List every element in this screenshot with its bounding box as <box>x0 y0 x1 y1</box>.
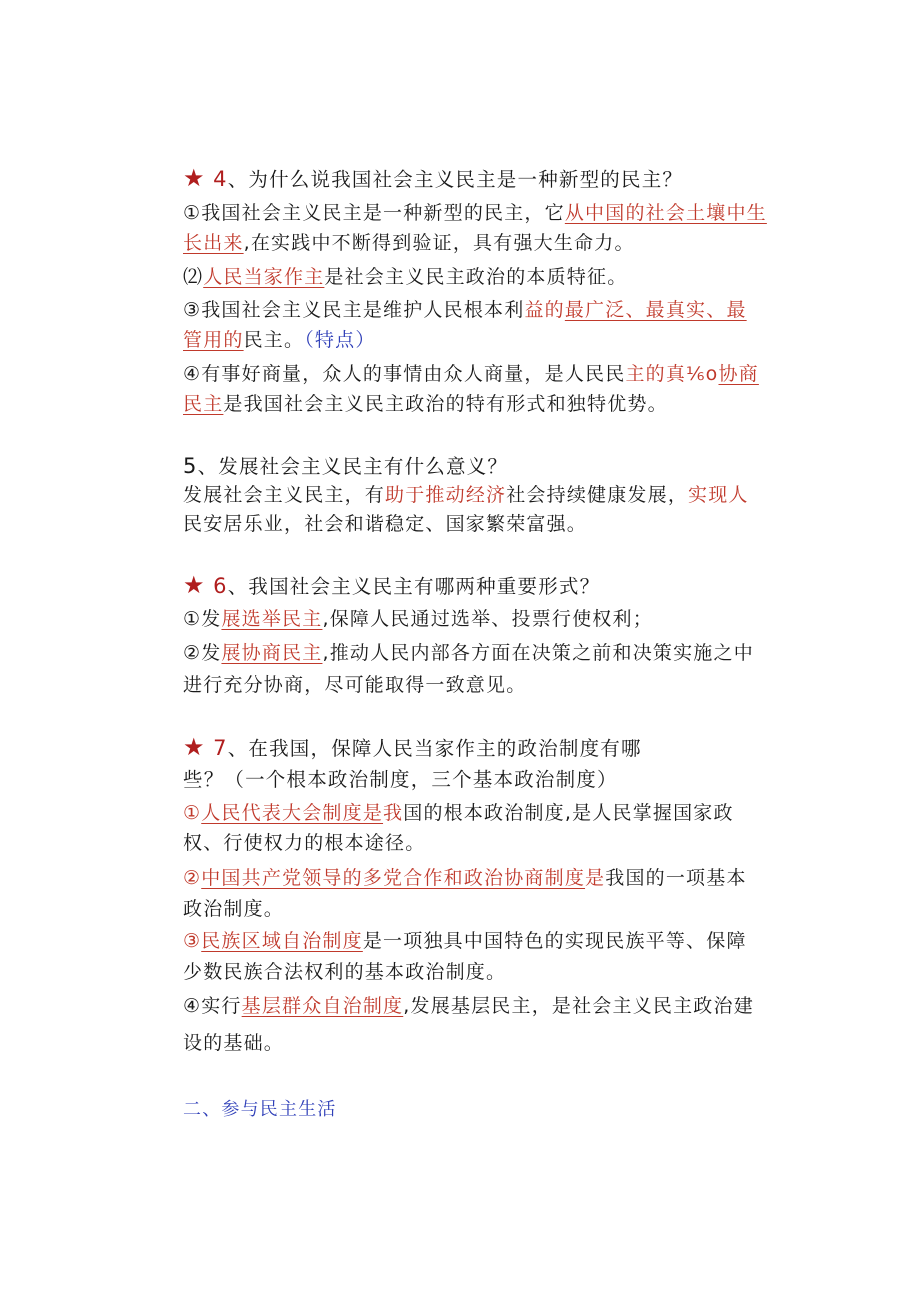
q6-p1-highlight: 展选举民主 <box>221 608 323 630</box>
q4-p3-line1 <box>183 297 747 323</box>
q4-p1-line2 <box>183 230 635 256</box>
q4-p3-highlight: 最广泛、最真实、最 <box>564 299 747 321</box>
q7-p2-line2 <box>183 896 284 922</box>
q7-p4-text3: 设的基础。 <box>183 1032 285 1054</box>
q7-p2-red: 是 <box>585 867 606 889</box>
q7-title: 、在我国，保障人民当家作主的政治制度有哪 <box>227 737 642 760</box>
q7-p3-marker: ③ <box>183 930 202 952</box>
q4-p4-highlight: 协商 <box>718 363 759 385</box>
q4-number: 4 <box>213 167 228 191</box>
q7-p4-text: ④实行 <box>183 995 242 1017</box>
q5-title: 、发展社会主义民主有什么意义？ <box>197 455 509 478</box>
q5-p1-line1 <box>183 482 749 508</box>
q6-heading <box>183 572 600 600</box>
q7-p1-line2 <box>183 830 425 856</box>
q4-p4-line1 <box>183 361 759 387</box>
section-title: 二、参与民主生活 <box>183 1099 337 1120</box>
star-icon: ★ <box>183 571 206 599</box>
q6-p2-line1 <box>183 640 754 666</box>
q7-heading-line2 <box>183 767 618 793</box>
q4-p2 <box>183 264 627 290</box>
q5-p1-red: 助于推动经济 <box>385 484 507 506</box>
q4-p2-marker: ⑵ <box>183 266 204 288</box>
q5-p1-text2: 社会持续健康发展， <box>506 484 689 506</box>
q7-p1-red: 我 <box>383 802 404 824</box>
q7-heading <box>183 734 642 762</box>
q7-p4-line1 <box>183 993 754 1019</box>
q7-p1-text2: 权、行使权力的根本途径。 <box>183 832 426 854</box>
q7-p1-line1 <box>183 800 734 826</box>
star-icon: ★ <box>183 164 206 192</box>
q7-p1-highlight: 人民代表大会制度是 <box>201 802 384 824</box>
q7-p3-text2: 少数民族合法权利的基本政治制度。 <box>183 961 507 983</box>
q6-p2-text2: ,推动人民内部各方面在决策之前和决策实施之中 <box>322 642 754 664</box>
q4-p2-highlight: 人民当家作主 <box>203 266 325 288</box>
star-icon: ★ <box>183 733 206 761</box>
q6-p2-line2 <box>183 672 526 698</box>
q6-p2-highlight: 展协商民主 <box>221 642 323 664</box>
q4-p3-note: （特点） <box>304 329 376 351</box>
q6-p2-text: ②发 <box>183 642 222 664</box>
q7-p3-text: 是一项独具中国特色的实现民族平等、保障 <box>362 930 747 952</box>
q7-p2-highlight: 中国共产党领导的多党合作和政治协商制度 <box>201 867 586 889</box>
q7-number: 7 <box>213 736 228 760</box>
q4-p4-red: 主的真⅙o <box>625 363 719 385</box>
q6-title: 、我国社会主义民主有哪两种重要形式？ <box>227 575 601 598</box>
q4-p1-text: ①我国社会主义民主是一种新型的民主，它 <box>183 202 565 224</box>
q5-p1-text3: 民安居乐业，社会和谐稳定、国家繁荣富强。 <box>183 513 588 535</box>
q7-p2-marker: ② <box>183 867 202 889</box>
q7-p2-text: 我国的一项基本 <box>605 867 747 889</box>
q5-p1-text: 发展社会主义民主，有 <box>183 484 386 506</box>
q4-p3-text: ③我国社会主义民主是维护人民根本利 <box>183 299 525 321</box>
q4-p3-line2 <box>183 327 376 353</box>
q7-title2: 些？（一个根本政治制度，三个基本政治制度） <box>183 768 618 791</box>
q7-p2-line1 <box>183 865 747 891</box>
q6-p1-text2: ,保障人民通过选举、投票行使权利； <box>322 608 653 630</box>
q5-number: 5 <box>183 454 198 478</box>
q7-p4-text2: ,发展基层民主，是社会主义民主政治建 <box>403 995 754 1017</box>
q4-p3-text-cont: 民主。 <box>243 329 305 351</box>
q7-p1-marker: ① <box>183 802 202 824</box>
q7-p2-text2: 政治制度。 <box>183 898 285 920</box>
q7-p3-line1 <box>183 928 747 954</box>
q6-p2-text3: 进行充分协商，尽可能取得一致意见。 <box>183 674 527 696</box>
q7-p1-text: 国的根本政治制度,是人民掌握国家政 <box>403 802 734 824</box>
q7-p4-highlight: 基层群众自治制度 <box>241 995 404 1017</box>
q4-p4-line2 <box>183 391 668 417</box>
q7-p3-line2 <box>183 959 506 985</box>
q4-p4-text-cont: 是我国社会主义民主政治的特有形式和独特优势。 <box>223 393 668 415</box>
q4-p3-red: 益的 <box>524 299 565 321</box>
q5-p1-line2 <box>183 511 587 537</box>
q4-p4-text: ④有事好商量，众人的事情由众人商量，是人民民 <box>183 363 626 385</box>
q4-p3-highlight-cont: 管用的 <box>183 329 244 351</box>
q4-p4-highlight-cont: 民主 <box>183 393 224 415</box>
q4-p1-line1 <box>183 200 767 226</box>
q7-p4-line2 <box>183 1030 284 1056</box>
q4-heading <box>183 165 683 193</box>
q4-p2-text: 是社会主义民主政治的本质特征。 <box>324 266 628 288</box>
q5-p1-red2: 实现人 <box>688 484 749 506</box>
q4-p1-highlight: 从中国的社会土壤中生 <box>564 202 767 224</box>
q4-p1-text-cont: ,在实践中不断得到验证，具有强大生命力。 <box>243 232 635 254</box>
q6-p1 <box>183 606 653 632</box>
q6-number: 6 <box>213 574 228 598</box>
q6-p1-text: ①发 <box>183 608 222 630</box>
q4-title: 、为什么说我国社会主义民主是一种新型的民主？ <box>227 168 684 191</box>
q5-heading <box>183 453 508 480</box>
q4-p1-highlight-cont: 长出来 <box>183 232 244 254</box>
q7-p3-highlight: 民族区域自治制度 <box>201 930 363 952</box>
